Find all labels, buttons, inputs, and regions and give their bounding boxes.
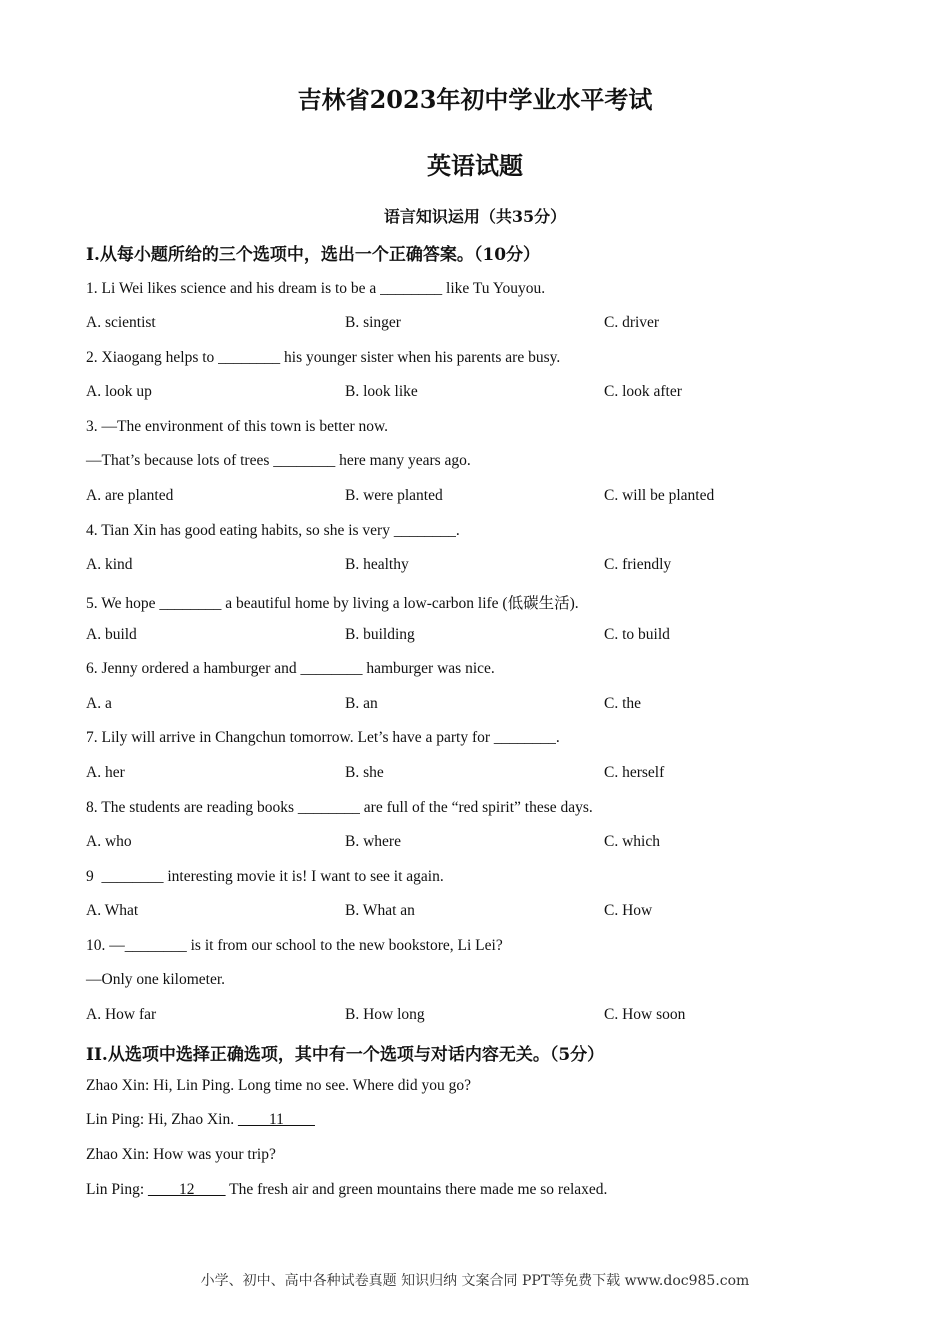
question-3-option-b: B. were planted	[345, 487, 443, 504]
question-10-option-a: A. How far	[86, 1006, 157, 1023]
question-7-option-c: C. herself	[604, 764, 665, 781]
question-3-stem-line1: 3. —The environment of this town is better now.	[86, 418, 389, 435]
dialogue-speaker: Lin Ping:	[86, 1111, 145, 1128]
question-2-option-b: B. look like	[345, 383, 418, 400]
question-2-stem: 2. Xiaogang helps to ________ his younger sister when his parents are busy.	[86, 349, 561, 366]
question-8-option-b: B. where	[345, 833, 401, 850]
dialogue-line-1	[86, 1077, 471, 1095]
question-3-option-a: A. are planted	[86, 487, 174, 504]
question-7-option-b: B. she	[345, 764, 384, 781]
question-1-option-b: B. singer	[345, 314, 401, 331]
question-5-option-a: A. build	[86, 626, 137, 643]
question-3-stem-line2: —That’s because lots of trees ________ here many years ago.	[86, 452, 471, 469]
question-1-option-c: C. driver	[604, 314, 660, 331]
exam-title: 吉林省2023年初中学业水平考试	[297, 85, 653, 114]
dialogue-speaker: Zhao Xin:	[86, 1077, 150, 1094]
dialogue-text: Hi, Zhao Xin.	[144, 1111, 238, 1128]
question-2-option-c: C. look after	[604, 383, 682, 400]
question-9-stem: 9 ________ interesting movie it is! I want to see it again.	[86, 868, 444, 885]
question-1-option-a: A. scientist	[86, 314, 156, 331]
question-6-option-b: B. an	[345, 695, 378, 712]
question-8-option-c: C. which	[604, 833, 660, 850]
question-4-option-c: C. friendly	[604, 556, 672, 573]
dialogue-text: How was your trip?	[149, 1146, 276, 1163]
question-4-option-b: B. healthy	[345, 556, 409, 573]
question-3-option-c: C. will be planted	[604, 487, 715, 504]
question-8-option-a: A. who	[86, 833, 132, 850]
part1-heading: I.从每小题所给的三个选项中，选出一个正确答案。（10分）	[86, 245, 541, 265]
question-10-stem-line1: 10. —________ is it from our school to the new bookstore, Li Lei?	[86, 937, 503, 954]
dialogue-line-4	[86, 1181, 607, 1199]
question-9-option-b: B. What an	[345, 902, 415, 919]
question-7-stem: 7. Lily will arrive in Changchun tomorrow. Let’s have a party for ________.	[86, 729, 560, 746]
question-10-stem-line2: —Only one kilometer.	[86, 971, 226, 988]
question-6-option-a: A. a	[86, 695, 112, 712]
question-6-option-c: C. the	[604, 695, 642, 712]
question-5-option-b: B. building	[345, 626, 415, 643]
question-5-option-c: C. to build	[604, 626, 670, 643]
dialogue-line-3	[86, 1146, 276, 1164]
question-4-stem: 4. Tian Xin has good eating habits, so she is very ________.	[86, 522, 460, 539]
dialogue-speaker: Lin Ping:	[86, 1181, 145, 1198]
section-header: 语言知识运用（共35分）	[383, 207, 567, 226]
question-9-option-a: A. What	[86, 902, 139, 919]
question-7-option-a: A. her	[86, 764, 125, 781]
question-5-stem: 5. We hope ________ a beautiful home by living a low-carbon life (低碳生活).	[86, 595, 579, 612]
question-10-option-c: C. How soon	[604, 1006, 686, 1023]
dialogue-text: Hi, Lin Ping. Long time no see. Where did you go?	[149, 1077, 471, 1094]
question-4-option-a: A. kind	[86, 556, 133, 573]
answer-blank-11: ____11____	[238, 1111, 315, 1128]
exam-subtitle: 英语试题	[427, 151, 523, 180]
dialogue-line-2	[86, 1111, 315, 1129]
page-footer: 小学、初中、高中各种试卷真题 知识归纳 文案合同 PPT等免费下载 www.doc985.com	[200, 1273, 750, 1289]
part2-heading: II.从选项中选择正确选项，其中有一个选项与对话内容无关。（5分）	[86, 1045, 605, 1065]
question-2-option-a: A. look up	[86, 383, 152, 400]
dialogue-text-after: The fresh air and green mountains there made me so relaxed.	[225, 1181, 608, 1198]
question-1-stem: 1. Li Wei likes science and his dream is to be a ________ like Tu Youyou.	[86, 280, 546, 297]
question-8-stem: 8. The students are reading books ________ are full of the “red spirit” these days.	[86, 799, 593, 816]
answer-blank-12: ____12____	[148, 1181, 226, 1198]
question-6-stem: 6. Jenny ordered a hamburger and ________ hamburger was nice.	[86, 660, 495, 677]
dialogue-speaker: Zhao Xin:	[86, 1146, 150, 1163]
question-9-option-c: C. How	[604, 902, 653, 919]
question-10-option-b: B. How long	[345, 1006, 425, 1023]
